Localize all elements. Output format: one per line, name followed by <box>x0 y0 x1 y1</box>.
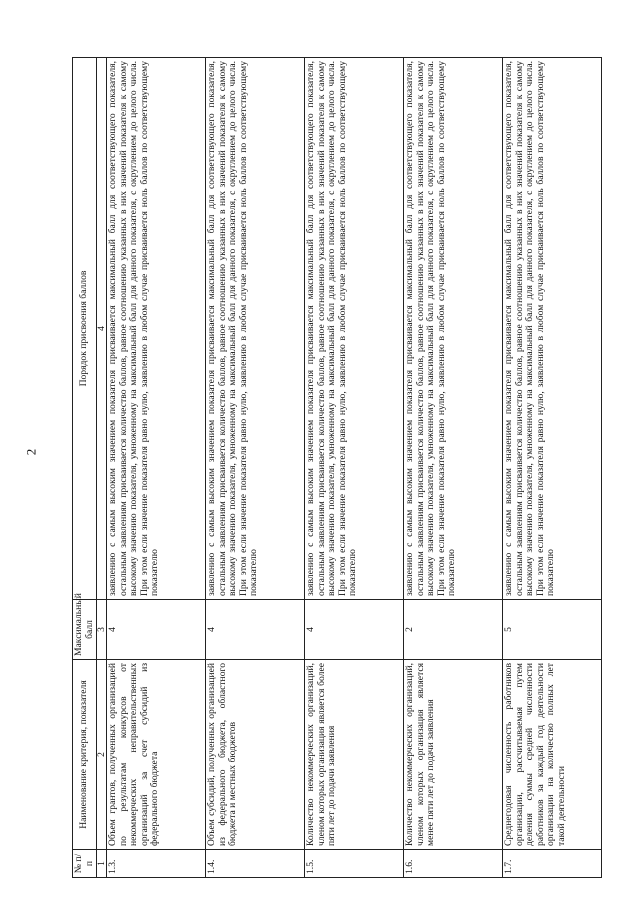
header-max-score: Максимальный балл <box>73 600 97 660</box>
column-number: 4 <box>97 58 107 600</box>
criterion-name: Среднегодовая численность работников организации, рассчитываемая путем деления суммы средней численности работников за каждый год деятельности организации на количество полных лет такой деятельности <box>503 660 602 850</box>
scoring-rule: заявлению с самым высоким значением показателя присваивается максимальный балл для соответствующего показателя, остальным заявлениям присваивается количество баллов, равное соотношению указанных в них значений показателя к самому высокому значению показателя, умноженному на максимальный балл для данного показателя, с округлением до целого числа. При этом если значение показателя равно нулю, заявлению в любом случае присваивается ноль баллов по соответствующему показателю <box>206 58 305 600</box>
criteria-table-sheet <box>72 58 608 878</box>
header-number: № п/п <box>73 850 97 878</box>
column-number: 3 <box>97 600 107 660</box>
column-number: 2 <box>97 660 107 850</box>
page-number: 2 <box>23 448 39 456</box>
criterion-name: Объем субсидий, полученных организацией из федерального бюджета, областного бюджета и местных бюджетов <box>206 660 305 850</box>
column-number: 1 <box>97 850 107 878</box>
table-row <box>503 58 602 878</box>
criterion-name: Количество некоммерческих организаций, членом которых организация является менее пяти лет до подачи заявления <box>404 660 503 850</box>
scoring-rule: заявлению с самым высоким значением показателя присваивается максимальный балл для соответствующего показателя, остальным заявлениям присваивается количество баллов, равное соотношению указанных в них значений показателя к самому высокому значению показателя, умноженному на максимальный балл для данного показателя, с округлением до целого числа. При этом если значение показателя равно нулю, заявлению в любом случае присваивается ноль баллов по соответствующему показателю <box>305 58 404 600</box>
criterion-name: Количество некоммерческих организаций, членом которых организация является более пяти лет до подачи заявления <box>305 660 404 850</box>
max-score: 2 <box>404 600 503 660</box>
table-row <box>404 58 503 878</box>
max-score: 4 <box>305 600 404 660</box>
criteria-table <box>72 57 602 878</box>
table-header-row <box>73 58 97 878</box>
max-score: 4 <box>107 600 206 660</box>
table-row <box>107 58 206 878</box>
row-number: 1.7. <box>503 850 602 878</box>
scoring-rule: заявлению с самым высоким значением показателя присваивается максимальный балл для соответствующего показателя, остальным заявлениям присваивается количество баллов, равное соотношению указанных в них значений показателя к самому высокому значению показателя, умноженному на максимальный балл для данного показателя, с округлением до целого числа. При этом если значение показателя равно нулю, заявлению в любом случае присваивается ноль баллов по соответствующему показателю <box>503 58 602 600</box>
scoring-rule: заявлению с самым высоким значением показателя присваивается максимальный балл для соответствующего показателя, остальным заявлениям присваивается количество баллов, равное соотношению указанных в них значений показателя к самому высокому значению показателя, умноженному на максимальный балл для данного показателя, с округлением до целого числа. При этом если значение показателя равно нулю, заявлению в любом случае присваивается ноль баллов по соответствующему показателю <box>107 58 206 600</box>
row-number: 1.6. <box>404 850 503 878</box>
header-scoring-procedure: Порядок присвоения баллов <box>73 58 97 600</box>
row-number: 1.4. <box>206 850 305 878</box>
header-criterion-name: Наименование критерия, показателя <box>73 660 97 850</box>
max-score: 4 <box>206 600 305 660</box>
scoring-rule: заявлению с самым высоким значением показателя присваивается максимальный балл для соответствующего показателя, остальным заявлениям присваивается количество баллов, равное соотношению указанных в них значений показателя к самому высокому значению показателя, умноженному на максимальный балл для данного показателя, с округлением до целого числа. При этом если значение показателя равно нулю, заявлению в любом случае присваивается ноль баллов по соответствующему показателю <box>404 58 503 600</box>
criterion-name: Объем грантов, полученных организацией по результатам конкурсов от некоммерческих неправительственных организаций за счет субсидий из федерального бюджета <box>107 660 206 850</box>
column-number-row <box>97 58 107 878</box>
row-number: 1.3. <box>107 850 206 878</box>
table-row <box>305 58 404 878</box>
table-row <box>206 58 305 878</box>
max-score: 5 <box>503 600 602 660</box>
row-number: 1.5. <box>305 850 404 878</box>
